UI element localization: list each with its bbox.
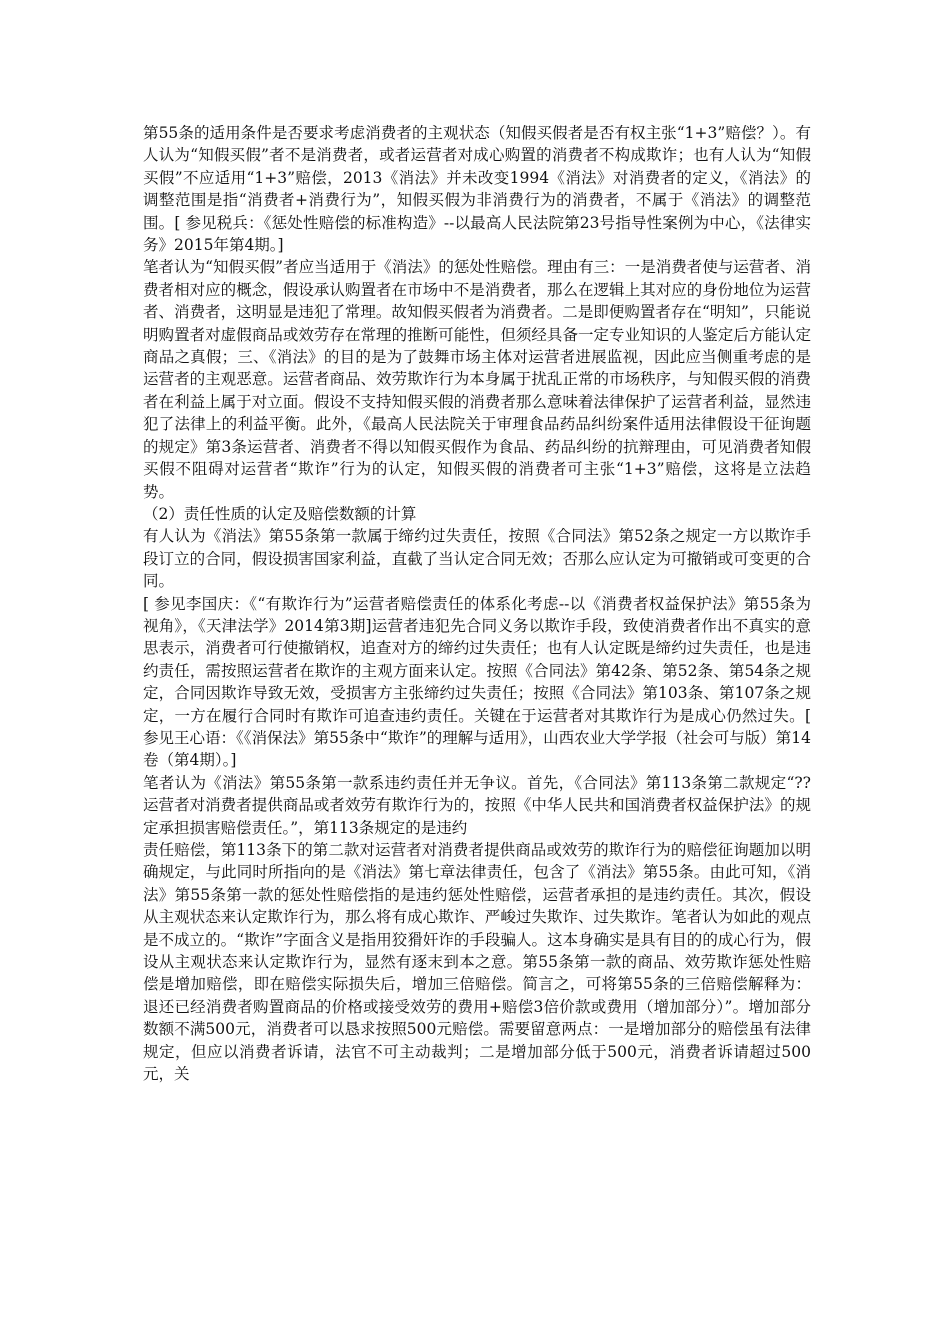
paragraph-compensation-calculation: 责任赔偿，第113条下的第二款对运营者对消费者提供商品或效劳的欺诈行为的赔偿征询题加以明确规定，与此同时所指向的是《消法》第七章法律责任，包含了《消法》第55条。由此可知，《消法》第55条第一款的惩处性赔偿指的是违约惩处性赔偿，运营者承担的是违约责任。其次，假设从主观状态来认定欺诈行为，那么将有成心欺诈、严峻过失欺诈、过失欺诈。笔者认为如此的观点是不成立的。“欺诈”字面含义是指用狡猾奸诈的手段骗人。这本身确实是具有目的的成心行为，假设从主观状态来认定欺诈行为，显然有逐末到本之意。第55条第一款的商品、效劳欺诈惩处性赔偿是增加赔偿，即在赔偿实际损失后，增加三倍赔偿。简言之，可将第55条的三倍赔偿解释为：退还已经消费者购置商品的价格或接受效劳的费用+赔偿3倍价款或费用（增加部分）”。增加部分数额不满500元，消费者可以恳求按照500元赔偿。需要留意两点：一是增加部分的赔偿虽有法律规定，但应以消费者诉请，法官不可主动裁判；二是增加部分低于500元，消费者诉请超过500元，关 [143, 841, 811, 1084]
paragraph-author-view-consumer: 笔者认为“知假买假”者应当适用于《消法》的惩处性赔偿。理由有三：一是消费者使与运营者、消费者相对应的概念，假设承认购置者在市场中不是消费者，那么在逻辑上其对应的身份地位为运营者、消费者，这明显是违犯了常理。故知假买假者为消费者。二是即便购置者存在“明知”，只能说明购置者对虚假商品或效劳存在常理的推断可能性，但须经具备一定专业知识的人鉴定后方能认定商品之真假；三、《消法》的目的是为了鼓舞市场主体对运营者进展监视，因此应当侧重考虑的是运营者的主观恶意。运营者商品、效劳欺诈行为本身属于扰乱正常的市场秩序，与知假买假的消费者在利益上属于对立面。假设不支持知假买假的消费者那么意味着法律保护了运营者利益，显然违犯了法律上的利益平衡。此外，《最高人民法院关于审理食品药品纠纷案件适用法律假设干征询题的规定》第3条运营者、消费者不得以知假买假作为食品、药品纠纷的抗辩理由，可见消费者知假买假不阻碍对运营者“欺诈”行为的认定，知假买假的消费者可主张“1+3”赔偿，这将是立法趋势。 [143, 258, 811, 501]
paragraph-precontractual-liability: 有人认为《消法》第55条第一款属于缔约过失责任，按照《合同法》第52条之规定一方以欺诈手段订立的合同，假设损害国家利益，直截了当认定合同无效；否那么应认定为可撤销或可变更的合同。 [143, 527, 811, 591]
paragraph-citation-and-analysis: [ 参见李国庆：《“有欺诈行为”运营者赔偿责任的体系化考虑--以《消费者权益保护法》第55条为视角》，《天津法学》2014第3期]运营者违犯先合同义务以欺诈手段，致使消费者作出不真实的意思表示，消费者可行使撤销权，追查对方的缔约过失责任；也有人认定既是缔约过失责任，也是违约责任，需按照运营者在欺诈的主观方面来认定。按照《合同法》第42条、第52条、第54条之规定，合同因欺诈导致无效，受损害方主张缔约过失责任；按照《合同法》第103条、第107条之规定，一方在履行合同时有欺诈可追查违约责任。关键在于运营者对其欺诈行为是成心仍然过失。[ 参见王心语：《《消保法》第55条中“欺诈”的理解与适用》，山西农业大学学报（社会可与版）第14卷（第4期）。] [143, 594, 811, 770]
paragraph-applicability-conditions: 第55条的适用条件是否要求考虑消费者的主观状态（知假买假者是否有权主张“1+3”赔偿？）。有人认为“知假买假”者不是消费者，或者运营者对成心购置的消费者不构成欺诈；也有人认为“知假买假”不应适用“1+3”赔偿，2013《消法》并未改变1994《消法》对消费者的定义，《消法》的调整范围是指“消费者+消费行为”，知假买假为非消费行为的消费者，不属于《消法》的调整范围。[ 参见税兵：《惩处性赔偿的标准构造》--以最高人民法院第23号指导性案例为中心，《法律实务》2015年第4期。] [143, 124, 811, 255]
paragraph-breach-of-contract-view: 笔者认为《消法》第55条第一款系违约责任并无争议。首先，《合同法》第113条第二款规定“??运营者对消费者提供商品或者效劳有欺诈行为的，按照《中华人民共和国消费者权益保护法》的规定承担损害赔偿责任。”，第113条规定的是违约 [143, 773, 811, 837]
document-page [143, 122, 811, 1085]
section-heading-liability-nature: （2）责任性质的认定及赔偿数额的计算 [143, 504, 417, 523]
